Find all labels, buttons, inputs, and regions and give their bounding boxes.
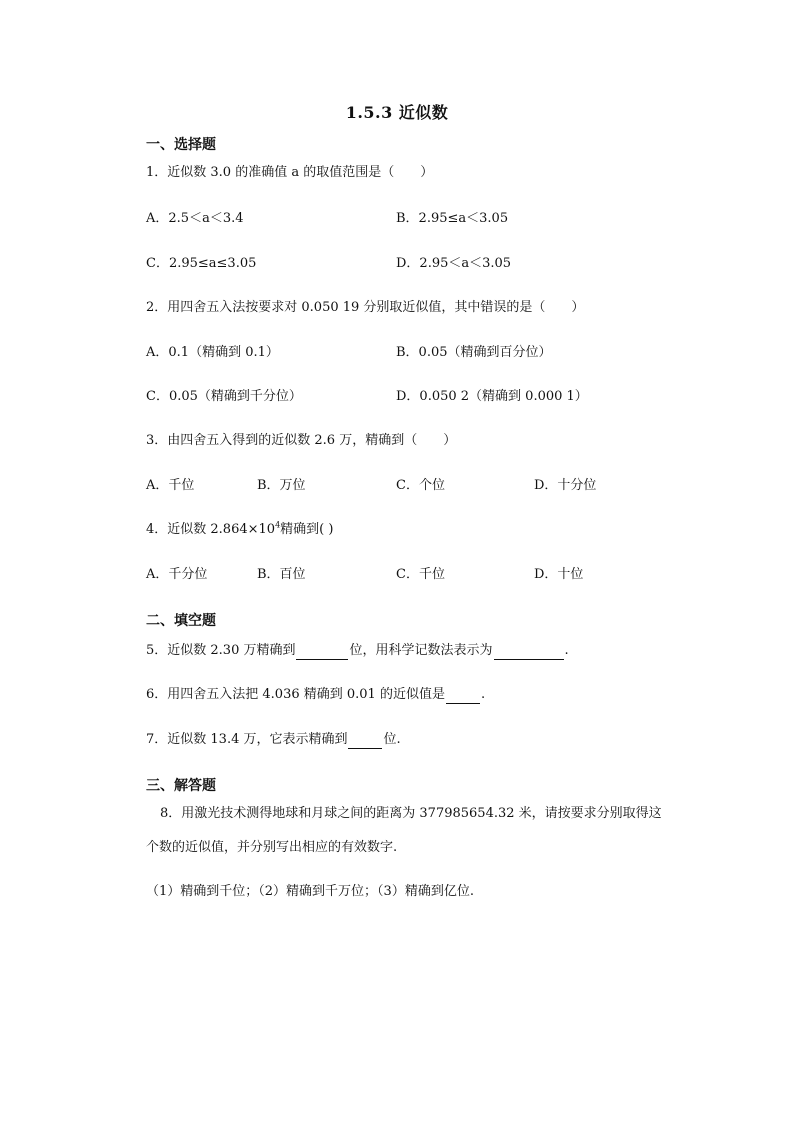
question-2-option-d: D．0.050 2（精确到 0.000 1）: [396, 389, 588, 404]
answer-blank[interactable]: [296, 645, 348, 660]
question-3-option-c: C．个位: [396, 478, 445, 493]
question-4-option-a: A．千分位: [146, 567, 208, 582]
question-3-option-b: B．万位: [257, 478, 306, 493]
question-5-text-2: 位，用科学记数法表示为: [349, 643, 493, 658]
question-3-option-a: A．千位: [146, 478, 195, 493]
question-7-text-2: 位.: [383, 732, 401, 747]
question-2-option-a: A．0.1（精确到 0.1）: [146, 345, 279, 360]
question-2-stem: 2．用四舍五入法按要求对 0.050 19 分别取近似值，其中错误的是（ ）: [146, 300, 585, 315]
question-7: [146, 731, 401, 749]
question-6-text-1: 6．用四舍五入法把 4.036 精确到 0.01 的近似值是: [146, 687, 445, 702]
question-6: [146, 686, 485, 704]
answer-blank[interactable]: [348, 734, 382, 749]
question-5-text-1: 5．近似数 2.30 万精确到: [146, 643, 296, 658]
answer-blank[interactable]: [494, 645, 564, 660]
question-1-option-a: A．2.5＜a＜3.4: [146, 211, 244, 226]
question-3-option-d: D．十分位: [534, 478, 597, 493]
question-4-option-c: C．千位: [396, 567, 445, 582]
question-5-text-3: .: [564, 643, 569, 658]
section-heading-fill: 二、填空题: [146, 613, 216, 629]
page-title: 1.5.3 近似数: [345, 103, 449, 122]
question-4-stem: [146, 521, 333, 539]
question-7-text-1: 7．近似数 13.4 万，它表示精确到: [146, 732, 348, 747]
question-1-option-b: B．2.95≤a＜3.05: [396, 211, 509, 226]
section-heading-solve: 三、解答题: [146, 778, 216, 794]
question-4-option-d: D．十位: [534, 567, 584, 582]
question-4-stem-base: 4．近似数 2.864×10: [146, 522, 276, 537]
question-6-text-2: .: [480, 687, 486, 702]
question-4-exponent: 4: [275, 520, 281, 530]
question-1-option-d: D．2.95＜a＜3.05: [396, 256, 512, 271]
question-1-option-c: C．2.95≤a≤3.05: [146, 256, 257, 271]
section-heading-choice: 一、选择题: [146, 137, 216, 153]
question-4-option-b: B．百位: [257, 567, 306, 582]
question-3-stem: 3．由四舍五入得到的近似数 2.6 万，精确到（ ）: [146, 433, 457, 448]
question-8-line-1: 8．用激光技术测得地球和月球之间的距离为 377985654.32 米，请按要求分别取得这: [160, 806, 662, 821]
question-2-option-c: C．0.05（精确到千分位）: [146, 389, 302, 404]
question-2-option-b: B．0.05（精确到百分位）: [396, 345, 552, 360]
question-8-line-2: 个数的近似值，并分别写出相应的有效数字.: [146, 840, 398, 855]
question-1-stem: 1．近似数 3.0 的准确值 a 的取值范围是（ ）: [146, 165, 434, 180]
question-5: [146, 642, 569, 660]
answer-blank[interactable]: [446, 689, 480, 704]
question-8-line-3: （1）精确到千位；（2）精确到千万位；（3）精确到亿位.: [146, 884, 474, 899]
question-4-stem-tail: 精确到( ): [280, 522, 334, 537]
